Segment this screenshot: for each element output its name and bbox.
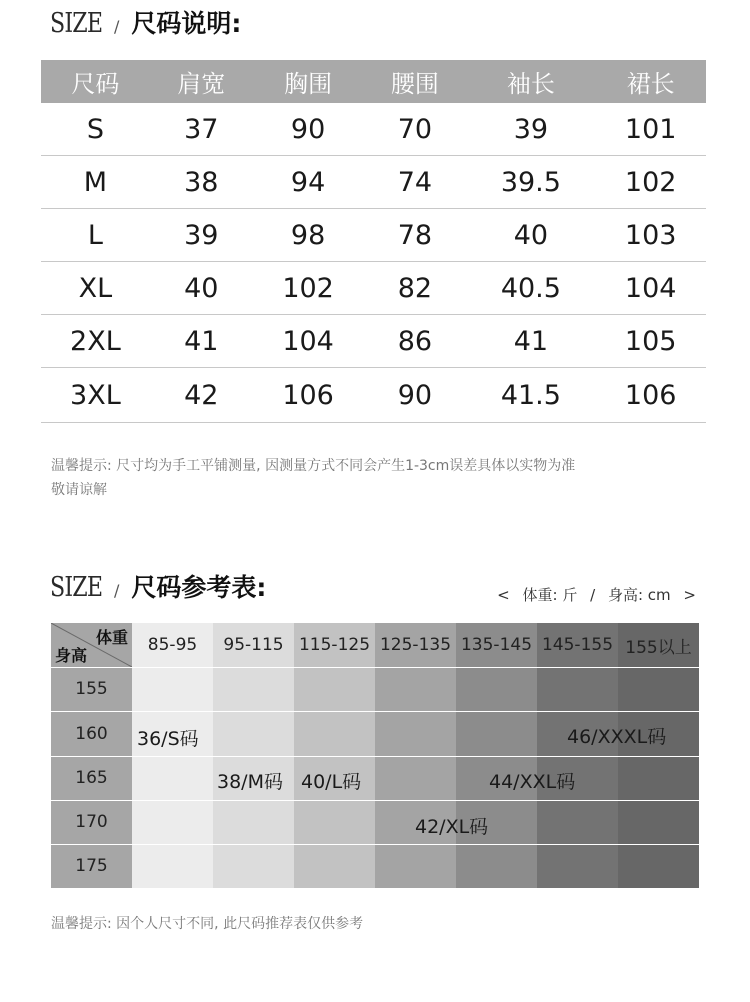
size-chart-heading [50, 4, 241, 40]
unit-note-sep: / [590, 586, 596, 604]
unit-note-height: 身高: cm [607, 586, 671, 604]
table-cell: 40 [466, 209, 595, 262]
table-cell: 98 [253, 209, 364, 262]
size-zone-label: 40/L码 [301, 771, 362, 793]
table-cell: 101 [595, 103, 706, 156]
weight-range-header: 115-125 [298, 635, 371, 655]
table-cell: M [41, 156, 150, 209]
header-chest: 胸围 [253, 60, 364, 103]
size-zone-label: 44/XXL码 [489, 771, 576, 793]
grid-line [51, 844, 699, 845]
header-dress-length: 裙长 [595, 60, 706, 103]
grid-line [51, 756, 699, 757]
table-cell: 82 [363, 262, 466, 315]
table-cell: 42 [150, 368, 253, 423]
size-measurement-table [41, 60, 706, 423]
height-row-header: 155 [51, 667, 132, 711]
measurement-tip-line2: 敬请谅解 [51, 482, 107, 498]
table-row [41, 103, 706, 156]
height-row-header: 165 [51, 756, 132, 800]
measurement-tip-line1: 温馨提示: 尺寸均为手工平铺测量, 因测量方式不同会产生1-3cm误差具体以实物为准 [51, 458, 576, 474]
weight-range-header: 125-135 [379, 635, 452, 655]
table-cell: 41.5 [466, 368, 595, 423]
table-cell: 3XL [41, 368, 150, 423]
table-cell: 40.5 [466, 262, 595, 315]
size-reference-table [51, 623, 699, 888]
table-cell: 90 [253, 103, 364, 156]
table-cell: S [41, 103, 150, 156]
table-cell: 39.5 [466, 156, 595, 209]
corner-height-label: 身高 [55, 646, 88, 665]
weight-range-header: 85-95 [147, 635, 198, 655]
size-zone-label: 38/M码 [217, 771, 283, 793]
size-reference-heading [50, 568, 266, 604]
table-cell: 40 [150, 262, 253, 315]
size-chart-title: 尺码说明: [131, 9, 242, 38]
weight-range-header: 155以上 [625, 637, 692, 658]
table-cell: 102 [253, 262, 364, 315]
table-row [41, 368, 706, 423]
height-row-header: 170 [51, 800, 132, 844]
size-zone-label: 46/XXXL码 [567, 726, 667, 748]
unit-note-open: < [497, 586, 510, 604]
table-cell: 94 [253, 156, 364, 209]
table-cell: XL [41, 262, 150, 315]
size-zone-label: 36/S码 [137, 728, 199, 750]
header-shoulder: 肩宽 [150, 60, 253, 103]
heading-slash: / [114, 581, 120, 600]
size-word: SIZE [50, 8, 103, 39]
grid-line [51, 711, 699, 712]
table-cell: 38 [150, 156, 253, 209]
heading-slash: / [114, 17, 120, 36]
weight-range-header: 135-145 [460, 635, 533, 655]
table-cell: 37 [150, 103, 253, 156]
height-row-header: 175 [51, 844, 132, 888]
size-word: SIZE [50, 572, 103, 603]
table-row [41, 209, 706, 262]
table-cell: 103 [595, 209, 706, 262]
table-cell: 86 [363, 315, 466, 368]
height-row-header: 160 [51, 711, 132, 756]
unit-note-close: > [683, 586, 696, 604]
table-cell: 41 [150, 315, 253, 368]
header-size: 尺码 [41, 60, 150, 103]
table-cell: 74 [363, 156, 466, 209]
table-row [41, 156, 706, 209]
table-row [41, 315, 706, 368]
header-sleeve: 袖长 [466, 60, 595, 103]
size-reference-title: 尺码参考表: [131, 573, 267, 602]
corner-header [51, 623, 132, 667]
table-cell: 39 [150, 209, 253, 262]
table-cell: 78 [363, 209, 466, 262]
table-cell: 2XL [41, 315, 150, 368]
size-zone-label: 42/XL码 [415, 816, 489, 838]
unit-note-weight: 体重: 斤 [522, 586, 578, 604]
grid-line [51, 800, 699, 801]
table-cell: 104 [253, 315, 364, 368]
table-cell: 90 [363, 368, 466, 423]
table-cell: 106 [595, 368, 706, 423]
table-cell: 104 [595, 262, 706, 315]
header-waist: 腰围 [363, 60, 466, 103]
grid-line [51, 667, 699, 668]
table-cell: 105 [595, 315, 706, 368]
weight-range-header: 95-115 [223, 635, 284, 655]
table-cell: 41 [466, 315, 595, 368]
reference-tip: 温馨提示: 因个人尺寸不同, 此尺码推荐表仅供参考 [51, 916, 364, 932]
weight-range-header: 145-155 [541, 635, 614, 655]
table-cell: 39 [466, 103, 595, 156]
table-cell: 70 [363, 103, 466, 156]
table-cell: 106 [253, 368, 364, 423]
corner-weight-label: 体重 [95, 628, 128, 647]
measurement-tip [51, 454, 575, 502]
table-header-row [41, 60, 706, 103]
table-cell: L [41, 209, 150, 262]
table-row [41, 262, 706, 315]
unit-note [493, 584, 700, 605]
table-cell: 102 [595, 156, 706, 209]
